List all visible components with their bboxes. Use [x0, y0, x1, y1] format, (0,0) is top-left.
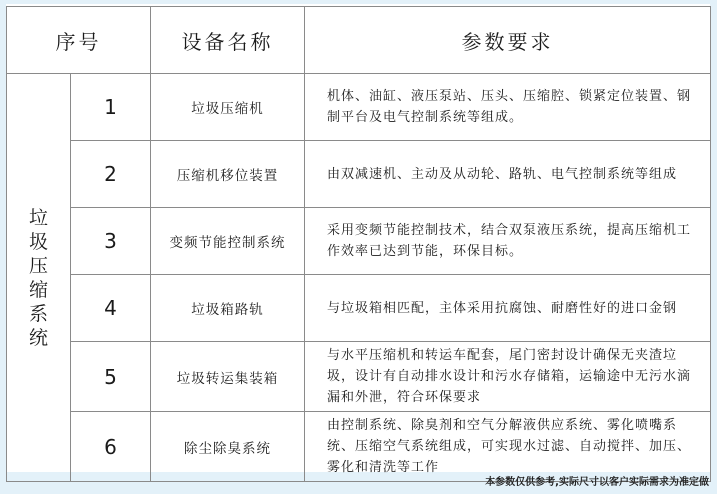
device-params: 与水平压缩机和转运车配套，尾门密封设计确保无夹渣垃圾，设计有自动排水设计和污水存储箱，运输途中无污水滴漏和外泄，符合环保要求 [305, 342, 711, 412]
header-params: 参数要求 [305, 7, 711, 74]
table-row [7, 208, 711, 275]
table-row [7, 275, 711, 342]
device-params: 由双减速机、主动及从动轮、路轨、电气控制系统等组成 [305, 141, 711, 208]
device-name: 变频节能控制系统 [151, 208, 305, 275]
device-name: 垃圾压缩机 [151, 74, 305, 141]
system-label: 垃圾压缩系统 [28, 206, 48, 349]
device-params: 由控制系统、除臭剂和空气分解液供应系统、雾化喷嘴系统、压缩空气系统组成，可实现水过滤、自动搅拌、加压、雾化和清洗等工作 [305, 412, 711, 482]
row-number: 6 [71, 412, 151, 482]
row-number: 5 [71, 342, 151, 412]
device-params: 采用变频节能控制技术，结合双泵液压系统，提高压缩机工作效率已达到节能，环保目标。 [305, 208, 711, 275]
header-seq: 序号 [7, 7, 151, 74]
header-row [7, 7, 711, 74]
system-cell [7, 74, 71, 482]
device-name: 垃圾箱路轨 [151, 275, 305, 342]
header-device-name: 设备名称 [151, 7, 305, 74]
row-number: 3 [71, 208, 151, 275]
device-name: 垃圾转运集装箱 [151, 342, 305, 412]
row-number: 4 [71, 275, 151, 342]
device-params: 机体、油缸、液压泵站、压头、压缩腔、锁紧定位装置、钢制平台及电气控制系统等组成。 [305, 74, 711, 141]
table-row [7, 412, 711, 482]
table-row [7, 342, 711, 412]
table-row [7, 74, 711, 141]
row-number: 1 [71, 74, 151, 141]
device-name: 压缩机移位装置 [151, 141, 305, 208]
row-number: 2 [71, 141, 151, 208]
device-params: 与垃圾箱相匹配，主体采用抗腐蚀、耐磨性好的进口金钢 [305, 275, 711, 342]
footnote: 本参数仅供参考,实际尺寸以客户实际需求为准定做 [485, 477, 709, 488]
table-row [7, 141, 711, 208]
device-name: 除尘除臭系统 [151, 412, 305, 482]
spec-table [6, 6, 711, 482]
